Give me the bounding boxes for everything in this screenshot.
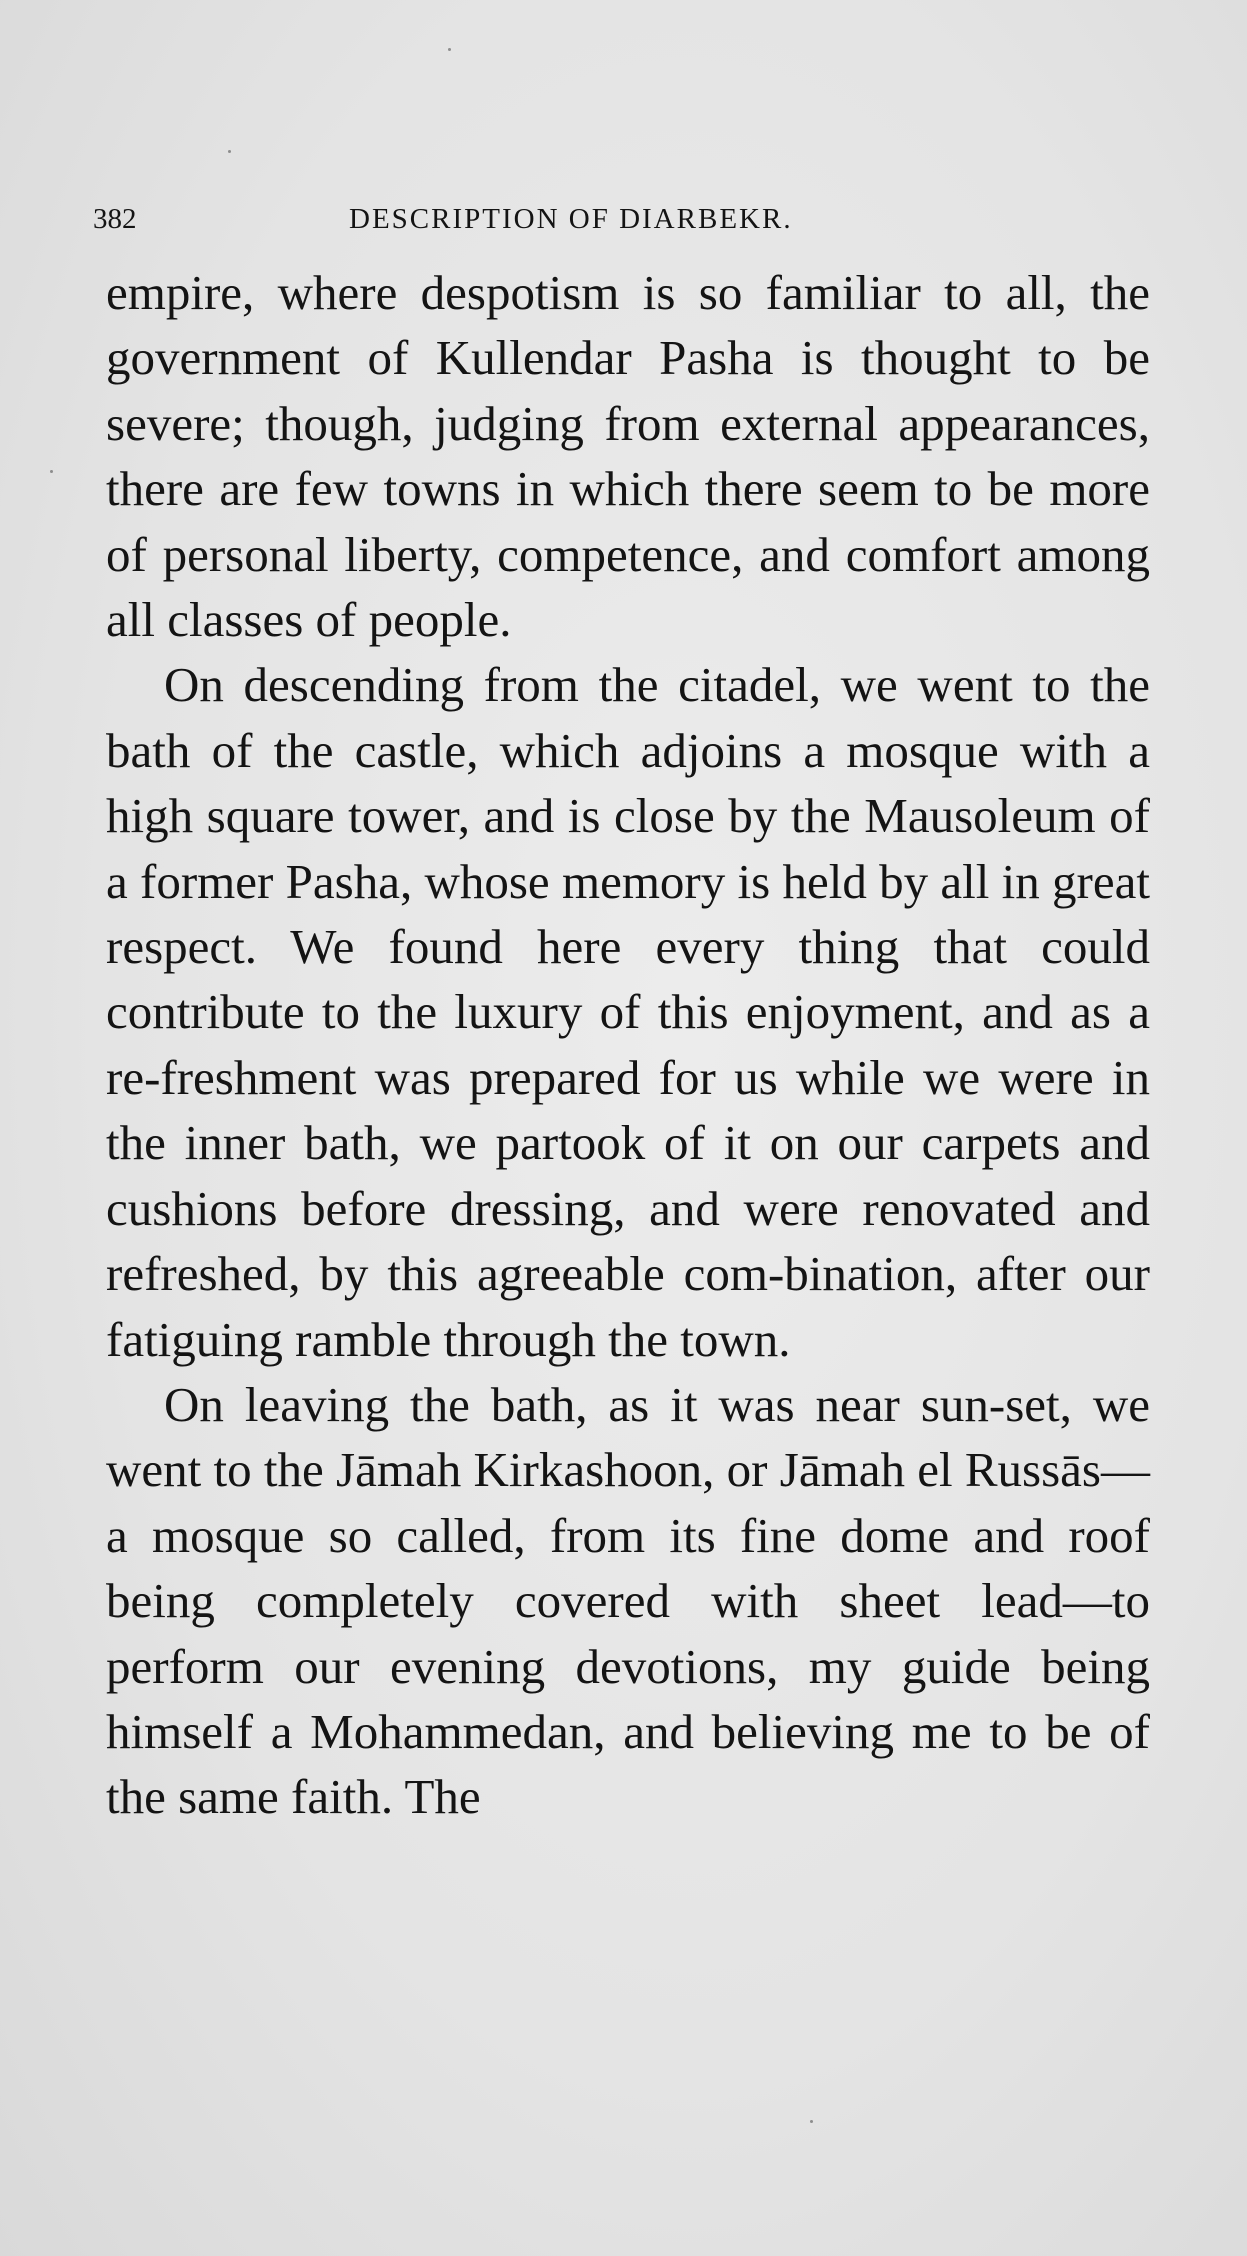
paper-speck (50, 470, 53, 473)
paragraph-mosque: On leaving the bath, as it was near sun-set, we went to the Jāmah Kirkashoon, or Jāmah el Russās—a mosque so called, from its fine dome and roof being completely covered with sheet lead—to perform our evening devotions, my guide being himself a Mohammedan, and believing me to be of the same faith. The (106, 1376, 1150, 1825)
page-number: 382 (93, 203, 137, 235)
paragraph-continuation: empire, where despotism is so familiar to all, the government of Kullendar Pasha is thought to be severe; though, judging from external appearances, there are few towns in which there seem to be more of personal liberty, competence, and comfort among all classes of people. (106, 265, 1150, 648)
body-text (106, 260, 1150, 1830)
page-header (93, 203, 903, 243)
paper-speck (228, 150, 231, 153)
paper-speck (448, 48, 451, 51)
running-title: DESCRIPTION OF DIARBEKR. (349, 203, 793, 235)
paper-speck (810, 2120, 813, 2123)
paragraph-bath: On descending from the citadel, we went to the bath of the castle, which adjoins a mosque with a high square tower, and is close by the Mausoleum of a former Pasha, whose memory is held by all in great respect. We found here every thing that could contribute to the luxury of this enjoyment, and as a re-freshment was prepared for us while we were in the inner bath, we partook of it on our carpets and cushions before dressing, and were renovated and refreshed, by this agreeable com-bination, after our fatiguing ramble through the town. (106, 657, 1150, 1367)
